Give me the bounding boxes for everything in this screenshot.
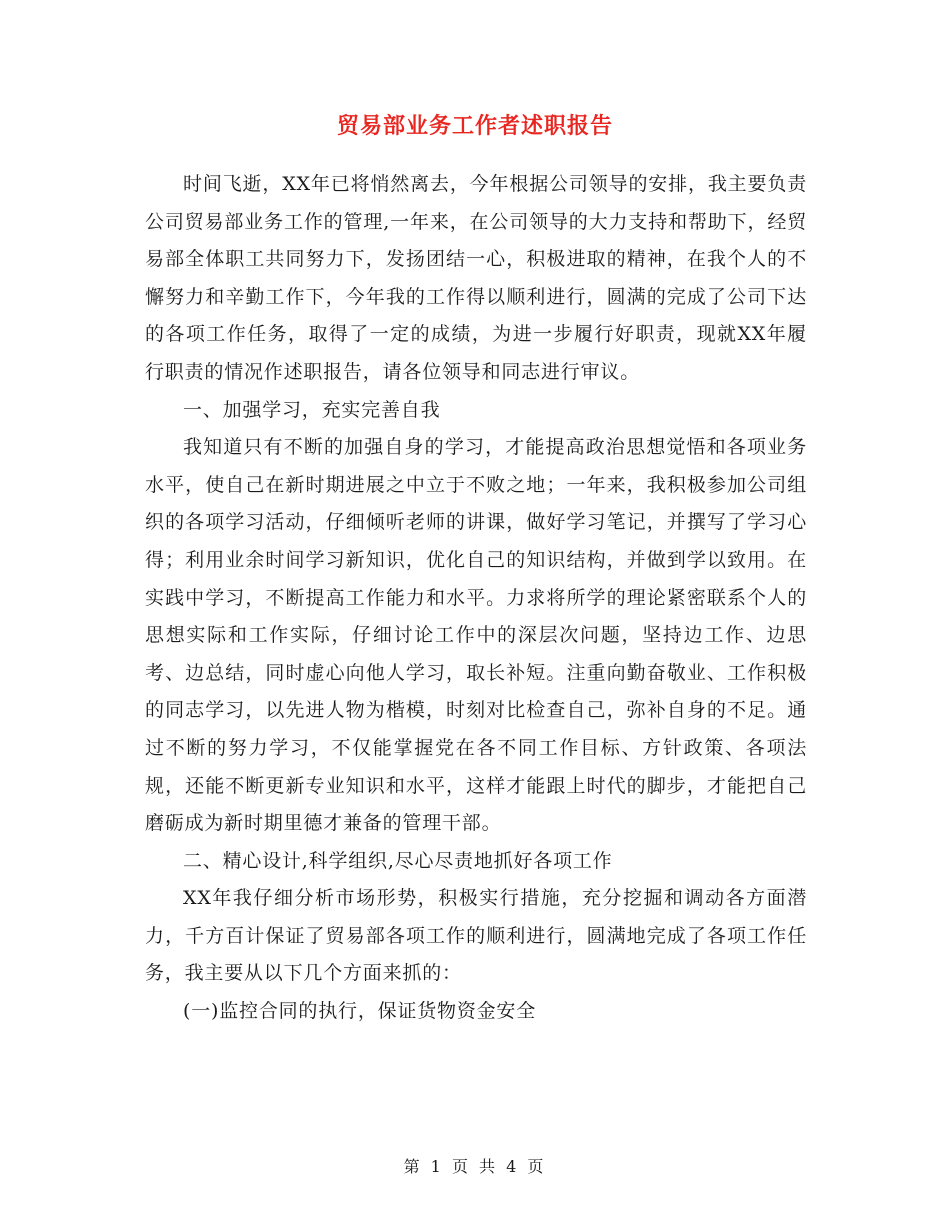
document-title: 贸易部业务工作者述职报告 [336, 114, 613, 139]
subsection-heading-1: (一)监控合同的执行，保证货物资金安全 [183, 1000, 537, 1023]
study-paragraph: 我知道只有不断的加强自身的学习，才能提高政治思想觉悟和各项业务水平，使自己在新时期进展之中立于不败之地；一年来，我积极参加公司组织的各项学习活动，仔细倾听老师的讲课，做好学习笔记，并撰写了学习心得；利用业余时间学习新知识，优化自己的知识结构，并做到学以致用。在实践中学习，不断提高工作能力和水平。力求将所学的理论紧密联系个人的思想实际和工作实际，仔细讨论工作中的深层次问题，坚持边工作、边思考、边总结，同时虚心向他人学习，取长补短。注重向勤奋敬业、工作积极的同志学习，以先进人物为楷模，时刻对比检查自己，弥补自身的不足。通过不断的努力学习，不仅能掌握党在各不同工作目标、方针政策、各项法规，还能不断更新专业知识和水平，这样才能跟上时代的脚步，才能把自己磨砺成为新时期里德才兼备的管理干部。 [145, 436, 807, 835]
document-body [145, 166, 807, 1031]
section-heading-2: 二、精心设计,科学组织,尽心尽责地抓好各项工作 [183, 849, 613, 872]
intro-paragraph: 时间飞逝，XX年已将悄然离去，今年根据公司领导的安排，我主要负责公司贸易部业务工作的管理,一年来，在公司领导的大力支持和帮助下，经贸易部全体职工共同努力下，发扬团结一心，积极进取的精神，在我个人的不懈努力和辛勤工作下，今年我的工作得以顺利进行，圆满的完成了公司下达的各项工作任务，取得了一定的成绩，为进一步履行好职责，现就XX年履行职责的情况作述职报告，请各位领导和同志进行审议。 [145, 173, 807, 383]
page-footer: 第 1 页 共 4 页 [403, 1157, 547, 1176]
work-paragraph: XX年我仔细分析市场形势，积极实行措施，充分挖掘和调动各方面潜力，千方百计保证了贸易部各项工作的顺利进行，圆满地完成了各项工作任务，我主要从以下几个方面来抓的： [145, 887, 807, 985]
section-heading-1: 一、加强学习，充实完善自我 [183, 398, 441, 421]
